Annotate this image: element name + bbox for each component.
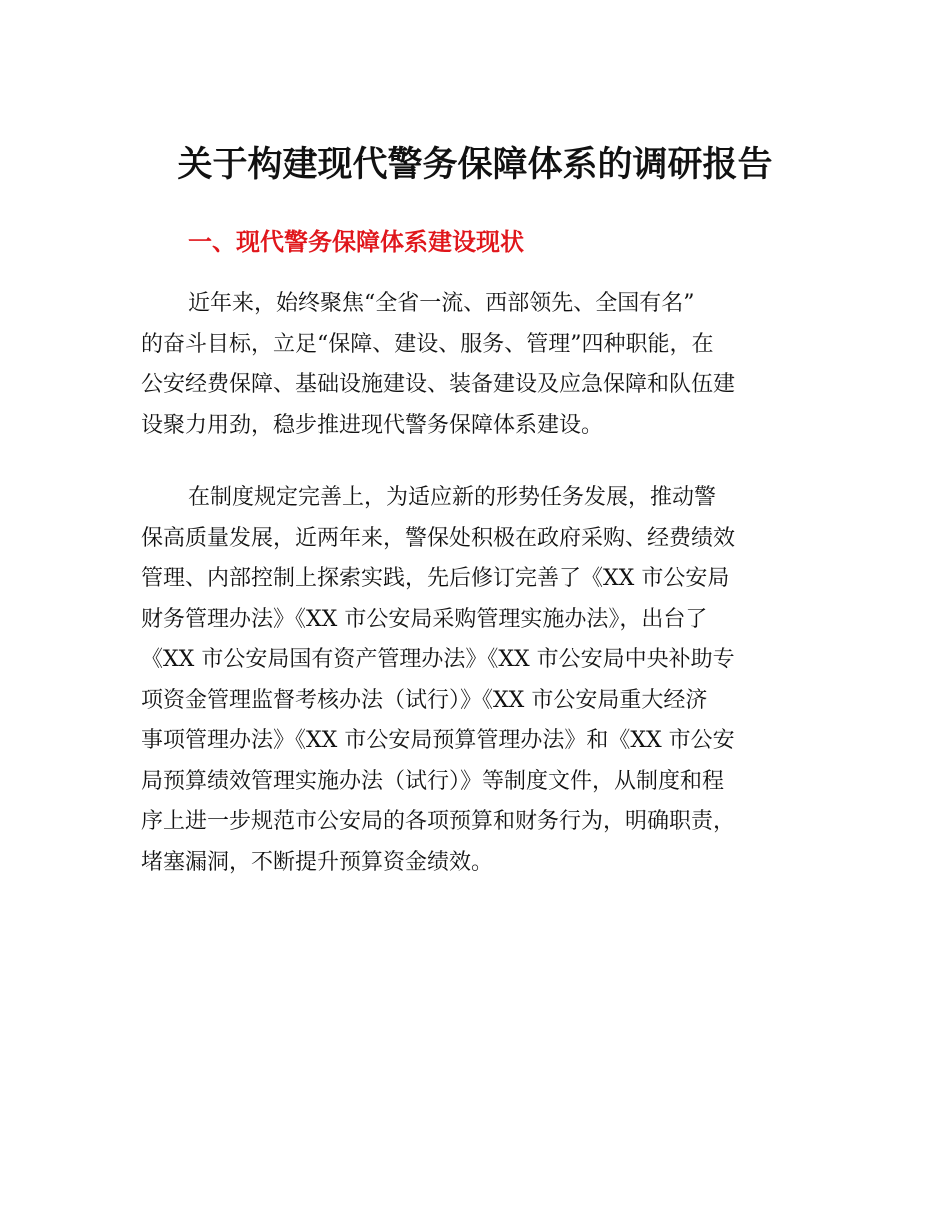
paragraph-line: 在制度规定完善上，为适应新的形势任务发展，推动警 (188, 485, 717, 510)
paragraph-line: 的奋斗目标，立足“保障、建设、服务、管理”四种职能，在 (141, 331, 714, 357)
paragraph-line: 事项管理办法》《XX 市公安局预算管理办法》和《XX 市公安 (141, 728, 735, 753)
paragraph-line: 财务管理办法》《XX 市公安局采购管理实施办法》，出台了 (141, 606, 708, 632)
paragraph-line: 公安经费保障、基础设施建设、装备建设及应急保障和队伍建 (141, 372, 736, 397)
paragraph-1 (141, 284, 816, 446)
paragraph-line: 局预算绩效管理实施办法（试行）》等制度文件，从制度和程 (141, 768, 725, 794)
paragraph-line: 保高质量发展，近两年来，警保处积极在政府采购、经费绩效 (141, 525, 736, 551)
paragraph-line: 堵塞漏洞，不断提升预算资金绩效。 (141, 849, 494, 875)
paragraph-line: 项资金管理监督考核办法（试行）》《XX 市公安局重大经济 (141, 687, 708, 713)
paragraph-2 (141, 478, 816, 883)
document-title: 关于构建现代警务保障体系的调研报告 (177, 144, 773, 185)
paragraph-line: 管理、内部控制上探索实践，先后修订完善了《XX 市公安局 (141, 566, 730, 591)
paragraph-line: 设聚力用劲，稳步推进现代警务保障体系建设。 (141, 412, 604, 438)
paragraph-line: 序上进一步规范市公安局的各项预算和财务行为，明确职责， (141, 809, 736, 834)
paragraph-line: 近年来，始终聚焦“全省一流、西部领先、全国有名” (188, 291, 695, 316)
paragraph-line: 《XX 市公安局国有资产管理办法》《XX 市公安局中央补助专 (141, 647, 735, 672)
section-heading: 一、现代警务保障体系建设现状 (188, 228, 524, 256)
